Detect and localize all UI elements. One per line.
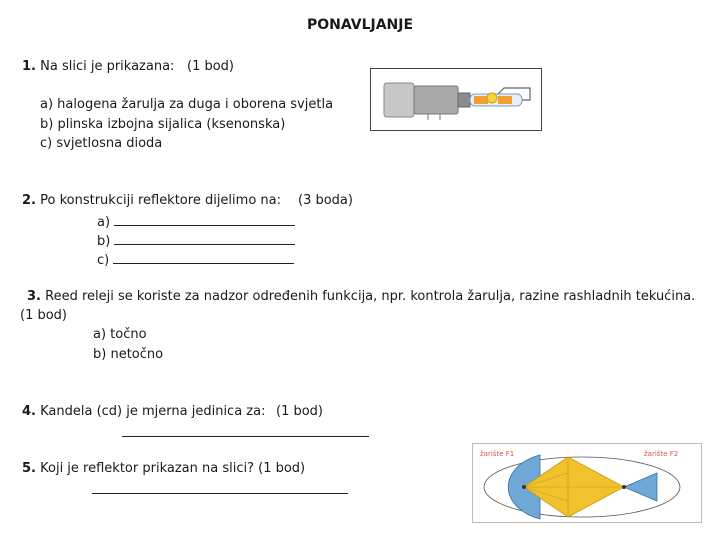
question-5-points: (1 bod)	[258, 461, 306, 476]
question-4-number: 4.	[22, 404, 36, 419]
focus-f1-label: žarište F1	[480, 450, 515, 458]
focus-f2-label: žarište F2	[644, 450, 679, 458]
answer-blank[interactable]	[114, 232, 295, 245]
question-3	[27, 289, 695, 305]
question-4	[22, 404, 265, 420]
question-5-text: Koji je reflektor prikazan na slici?	[40, 461, 254, 476]
question-1-option-b: b) plinska izbojna sijalica (ksenonska)	[40, 117, 286, 132]
answer-line[interactable]	[92, 493, 348, 494]
question-3-option-a: a) točno	[93, 327, 147, 342]
answer-line[interactable]	[122, 436, 369, 437]
question-1-points: (1 bod)	[187, 59, 235, 74]
question-3-number: 3.	[27, 289, 41, 304]
question-3-text: Reed releji se koriste za nadzor određenih funkcija, npr. kontrola žarulja, razine rashladnih tekućina.	[45, 289, 696, 304]
page-title: PONAVLJANJE	[306, 17, 414, 33]
question-2	[22, 193, 281, 209]
question-2-text: Po konstrukciji reflektore dijelimo na:	[40, 193, 281, 208]
question-5-number: 5.	[22, 461, 36, 476]
question-1-option-c: c) svjetlosna dioda	[40, 136, 163, 151]
question-2-points: (3 boda)	[298, 193, 353, 208]
question-1-option-a: a) halogena žarulja za duga i oborena svjetla	[40, 97, 334, 112]
question-2-option-a: a)	[97, 213, 295, 231]
question-5	[22, 461, 305, 477]
question-2-option-c: c)	[97, 251, 294, 269]
question-1-number: 1.	[22, 59, 36, 74]
question-1	[22, 59, 174, 75]
question-3-option-b: b) netočno	[93, 347, 164, 362]
answer-blank[interactable]	[114, 213, 295, 226]
question-4-text: Kandela (cd) je mjerna jedinica za:	[40, 404, 266, 419]
answer-blank[interactable]	[113, 251, 294, 264]
reflector-diagram	[472, 443, 702, 523]
xenon-bulb-image	[370, 68, 542, 131]
question-3-points: (1 bod)	[20, 308, 68, 323]
question-2-option-b: b)	[97, 232, 295, 250]
question-4-points: (1 bod)	[276, 404, 324, 419]
question-1-text: Na slici je prikazana:	[40, 59, 175, 74]
question-2-number: 2.	[22, 193, 36, 208]
